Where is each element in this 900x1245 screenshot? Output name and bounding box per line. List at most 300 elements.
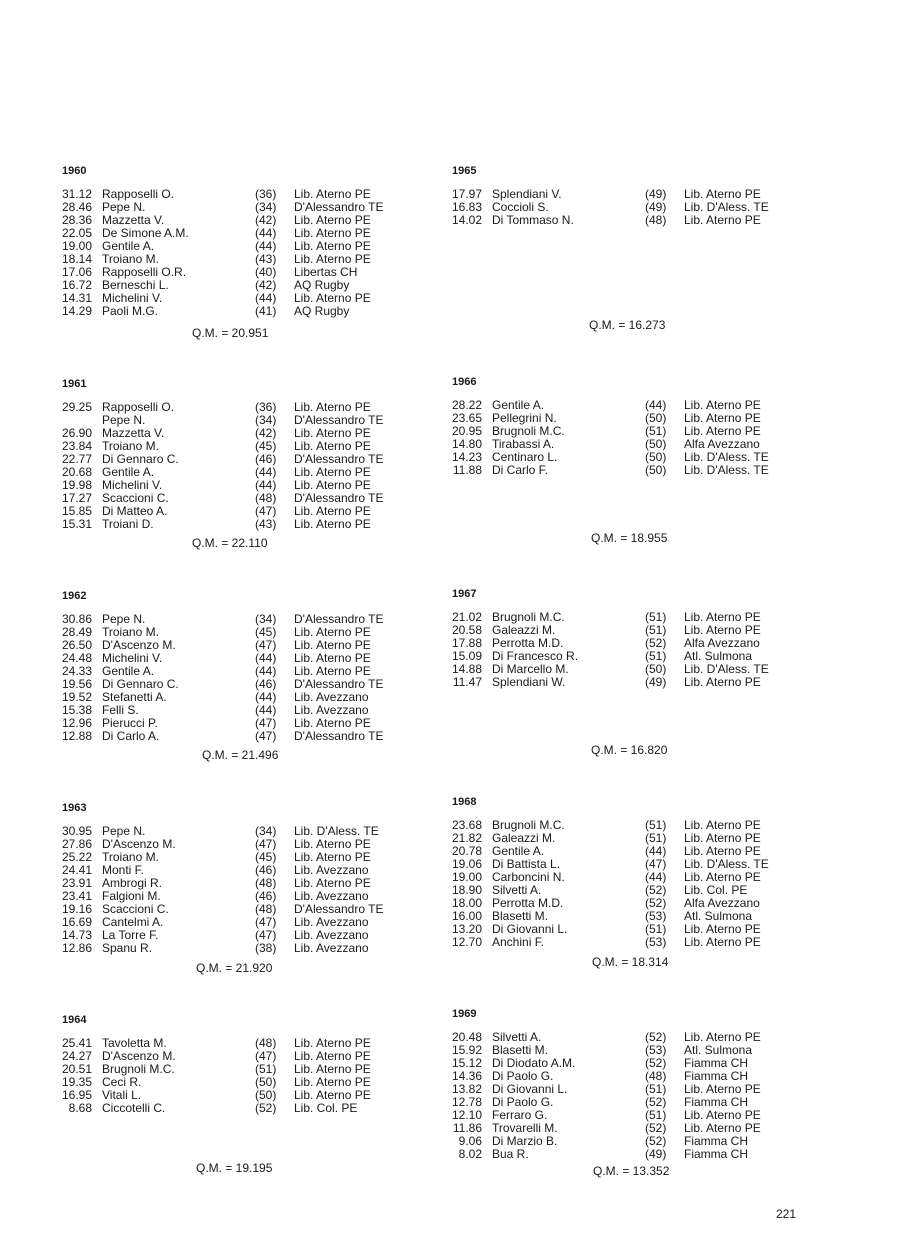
result-club: Lib. Avezzano [294,941,369,955]
result-name: Troiani D. [102,517,154,531]
result-name: Ferraro G. [492,1108,548,1122]
result-name: La Torre F. [102,928,159,942]
result-name: Pierucci P. [102,716,158,730]
result-age: (52) [645,636,667,650]
result-age: (46) [255,452,277,466]
result-age: (43) [255,517,277,531]
result-row [62,305,462,318]
result-name: Ceci R. [102,1075,142,1089]
result-score: 11.86 [452,1121,482,1135]
result-club: Lib. Avezzano [294,863,369,877]
result-name: Di Gennaro C. [102,452,179,466]
result-age: (46) [255,889,277,903]
result-score: 16.69 [62,915,93,929]
result-club: Lib. Col. PE [294,1101,358,1115]
result-age: (50) [645,463,667,477]
result-club: Lib. Aterno PE [294,426,371,440]
qm-average: Q.M. = 21.920 [196,961,273,975]
result-age: (47) [255,837,277,851]
result-age: (44) [255,690,277,704]
result-score: 24.41 [62,863,93,877]
result-club: Lib. Avezzano [294,889,369,903]
result-name: Paoli M.G. [102,304,159,318]
result-club: Lib. Aterno PE [294,478,371,492]
result-score: 20.78 [452,844,483,858]
result-club: Lib. Aterno PE [294,213,371,227]
result-age: (52) [645,1056,667,1070]
result-name: Rapposelli O. [102,400,175,414]
result-age: (49) [645,675,667,689]
result-club: Lib. D'Aless. TE [684,857,769,871]
result-club: Lib. Aterno PE [684,818,761,832]
result-score: 27.86 [62,837,93,851]
result-name: Troiano M. [102,625,159,639]
result-club: Alfa Avezzano [684,437,760,451]
result-age: (53) [645,1043,667,1057]
result-club: Lib. Aterno PE [294,850,371,864]
result-club: Lib. Aterno PE [684,1082,761,1096]
year-section-1961 [62,377,462,550]
result-club: D'Alessandro TE [294,902,384,916]
result-club: Lib. Aterno PE [684,424,761,438]
result-age: (47) [255,1049,277,1063]
result-score: 12.70 [452,935,483,949]
result-score: 28.49 [62,625,93,639]
result-row [452,676,852,689]
year-heading: 1963 [62,802,87,814]
year-section-1969 [452,1007,852,1178]
result-score: 15.12 [452,1056,483,1070]
result-age: (47) [255,504,277,518]
result-age: (52) [645,896,667,910]
result-age: (53) [645,935,667,949]
result-score: 21.02 [452,610,483,624]
year-section-1962 [62,589,462,762]
result-name: Galeazzi M. [492,831,556,845]
result-age: (43) [255,252,277,266]
year-heading: 1961 [62,378,87,390]
result-score: 19.06 [452,857,483,871]
result-club: Alfa Avezzano [684,896,760,910]
result-age: (48) [255,491,277,505]
result-club: Lib. Aterno PE [684,831,761,845]
result-name: Di Marcello M. [492,662,569,676]
result-score: 14.23 [452,450,483,464]
result-age: (44) [645,398,667,412]
result-age: (42) [255,278,277,292]
year-heading: 1965 [452,165,477,177]
result-row [62,518,462,531]
result-club: Fiamma CH [684,1095,749,1109]
result-age: (51) [645,1082,667,1096]
result-name: Di Gennaro C. [102,677,179,691]
year-section-1967 [452,587,852,757]
result-score: 12.86 [62,941,93,955]
result-age: (48) [645,1069,667,1083]
result-age: (44) [255,478,277,492]
result-name: Di Tommaso N. [492,213,574,227]
result-age: (46) [255,863,277,877]
result-score: 28.36 [62,213,93,227]
result-club: Lib. Aterno PE [294,1036,371,1050]
result-name: Scaccioni C. [102,491,169,505]
result-name: Michelini V. [102,651,163,665]
result-club: Lib. Avezzano [294,928,369,942]
result-club: Lib. D'Aless. TE [684,662,769,676]
result-score: 14.80 [452,437,483,451]
result-score: 19.00 [62,239,93,253]
result-score: 29.25 [62,400,93,414]
result-club: Lib. Aterno PE [684,610,761,624]
result-score: 12.78 [452,1095,483,1109]
result-name: Di Giovanni L. [492,922,568,936]
result-name: Splendiani V. [492,187,562,201]
result-age: (36) [255,400,277,414]
result-score: 8.02 [458,1147,482,1161]
result-age: (48) [645,213,667,227]
result-age: (49) [645,200,667,214]
result-age: (44) [255,664,277,678]
result-age: (47) [255,729,277,743]
result-name: Mazzetta V. [102,213,165,227]
result-club: Lib. Aterno PE [684,935,761,949]
result-score: 31.12 [62,187,93,201]
result-score: 16.72 [62,278,93,292]
year-section-1963 [62,801,462,975]
result-club: Alfa Avezzano [684,636,760,650]
result-score: 20.51 [62,1062,93,1076]
result-club: AQ Rugby [294,278,350,292]
result-name: Pellegrini N. [492,411,557,425]
result-score: 19.35 [62,1075,93,1089]
result-score: 26.90 [62,426,93,440]
result-name: De Simone A.M. [102,226,189,240]
result-club: D'Alessandro TE [294,413,384,427]
result-score: 24.27 [62,1049,93,1063]
qm-average: Q.M. = 20.951 [192,326,269,340]
result-score: 8.68 [68,1101,92,1115]
result-age: (52) [255,1101,277,1115]
result-age: (52) [645,1121,667,1135]
result-club: D'Alessandro TE [294,452,384,466]
year-heading: 1969 [452,1008,477,1020]
result-score: 15.92 [452,1043,483,1057]
result-score: 14.36 [452,1069,483,1083]
result-name: D'Ascenzo M. [102,1049,176,1063]
result-age: (51) [645,1108,667,1122]
result-score: 24.33 [62,664,93,678]
result-score: 25.41 [62,1036,93,1050]
result-score: 25.22 [62,850,93,864]
result-age: (50) [645,437,667,451]
result-club: Libertas CH [294,265,358,279]
result-row [452,1148,852,1161]
result-club: Lib. Aterno PE [294,439,371,453]
result-club: D'Alessandro TE [294,612,384,626]
year-section-1960 [62,164,462,340]
page-number: 221 [776,1207,797,1221]
result-score: 23.68 [452,818,483,832]
result-club: Lib. Aterno PE [684,213,761,227]
result-age: (44) [255,226,277,240]
result-name: Pepe N. [102,413,146,427]
result-club: Lib. Aterno PE [684,398,761,412]
result-club: Lib. Avezzano [294,703,369,717]
result-club: Lib. Aterno PE [684,870,761,884]
result-age: (50) [645,662,667,676]
result-score: 14.73 [62,928,93,942]
result-name: Tavoletta M. [102,1036,167,1050]
result-club: Lib. Aterno PE [294,1088,371,1102]
result-name: Di Giovanni L. [492,1082,568,1096]
result-score: 13.82 [452,1082,483,1096]
result-club: Lib. Aterno PE [684,623,761,637]
result-name: Vitali L. [102,1088,142,1102]
result-name: Splendiani W. [492,675,566,689]
result-name: Di Paolo G. [492,1095,554,1109]
result-score: 12.10 [452,1108,483,1122]
result-score: 19.52 [62,690,93,704]
result-name: D'Ascenzo M. [102,837,176,851]
result-row [62,1102,462,1115]
result-age: (51) [645,649,667,663]
result-age: (34) [255,413,277,427]
result-age: (52) [645,1134,667,1148]
result-age: (50) [645,450,667,464]
result-age: (47) [255,928,277,942]
result-score: 15.38 [62,703,93,717]
result-name: Di Francesco R. [492,649,579,663]
result-age: (34) [255,200,277,214]
result-club: Lib. Aterno PE [684,187,761,201]
result-age: (40) [255,265,277,279]
result-age: (44) [255,703,277,717]
result-score: 11.47 [452,675,482,689]
result-score: 16.95 [62,1088,93,1102]
qm-average: Q.M. = 16.820 [591,743,668,757]
result-club: Lib. Aterno PE [294,638,371,652]
result-club: Atl. Sulmona [684,649,753,663]
result-club: D'Alessandro TE [294,200,384,214]
result-age: (47) [255,915,277,929]
result-name: Troiano M. [102,850,159,864]
result-age: (53) [645,909,667,923]
result-age: (51) [645,831,667,845]
result-age: (34) [255,612,277,626]
result-club: Lib. Aterno PE [294,400,371,414]
result-age: (47) [645,857,667,871]
result-row [62,942,462,955]
result-score: 15.85 [62,504,93,518]
result-age: (45) [255,850,277,864]
result-club: Lib. Aterno PE [294,239,371,253]
result-name: Ambrogi R. [102,876,163,890]
result-club: Atl. Sulmona [684,1043,753,1057]
result-club: AQ Rugby [294,304,350,318]
result-score: 14.88 [452,662,483,676]
result-name: Anchini F. [492,935,545,949]
result-name: Troiano M. [102,439,159,453]
result-age: (45) [255,625,277,639]
result-club: Atl. Sulmona [684,909,753,923]
result-age: (38) [255,941,277,955]
result-score: 23.65 [452,411,483,425]
result-club: D'Alessandro TE [294,677,384,691]
result-score: 17.97 [452,187,483,201]
result-score: 19.56 [62,677,93,691]
result-age: (51) [645,922,667,936]
result-name: Brugnoli M.C. [102,1062,175,1076]
result-club: Lib. Aterno PE [294,1062,371,1076]
result-club: Lib. Aterno PE [684,922,761,936]
result-score: 14.29 [62,304,93,318]
result-name: Brugnoli M.C. [492,610,565,624]
result-age: (52) [645,883,667,897]
result-age: (47) [255,638,277,652]
result-score: 14.02 [452,213,483,227]
year-section-1966 [452,375,852,545]
year-heading: 1964 [62,1014,87,1026]
result-club: Lib. Aterno PE [684,844,761,858]
result-name: Gentile A. [492,844,545,858]
year-section-1968 [452,795,852,969]
result-age: (47) [255,716,277,730]
result-name: Silvetti A. [492,1030,542,1044]
result-score: 28.46 [62,200,93,214]
result-name: Gentile A. [102,239,155,253]
result-name: Cantelmi A. [102,915,164,929]
result-score: 23.41 [62,889,93,903]
result-name: Di Diodato A.M. [492,1056,576,1070]
result-name: Brugnoli M.C. [492,818,565,832]
result-club: Lib. Avezzano [294,690,369,704]
result-name: Stefanetti A. [102,690,167,704]
result-club: Lib. Aterno PE [294,187,371,201]
year-section-1965 [452,164,852,332]
result-age: (45) [255,439,277,453]
result-age: (50) [255,1075,277,1089]
result-score: 16.83 [452,200,483,214]
result-name: Felli S. [102,703,139,717]
qm-average: Q.M. = 16.273 [589,318,666,332]
result-name: Michelini V. [102,291,163,305]
result-age: (50) [255,1088,277,1102]
result-score: 11.88 [452,463,482,477]
result-club: Lib. Aterno PE [294,1049,371,1063]
result-name: Di Marzio B. [492,1134,558,1148]
result-name: Gentile A. [102,465,155,479]
result-name: Pepe N. [102,824,146,838]
result-club: Fiamma CH [684,1147,749,1161]
result-club: Fiamma CH [684,1069,749,1083]
result-name: Brugnoli M.C. [492,424,565,438]
result-club: Lib. Aterno PE [294,837,371,851]
result-age: (34) [255,824,277,838]
year-heading: 1960 [62,165,87,177]
result-name: Di Matteo A. [102,504,168,518]
result-club: Lib. Aterno PE [684,1030,761,1044]
result-club: Lib. Aterno PE [294,876,371,890]
result-score: 17.27 [62,491,93,505]
result-score: 20.48 [452,1030,483,1044]
result-name: Di Paolo G. [492,1069,554,1083]
result-score: 21.82 [452,831,483,845]
result-age: (51) [645,424,667,438]
result-club: Lib. Aterno PE [684,675,761,689]
result-name: Galeazzi M. [492,623,556,637]
result-name: Blasetti M. [492,1043,549,1057]
result-name: Pepe N. [102,200,146,214]
year-heading: 1967 [452,588,477,600]
result-name: Di Carlo F. [492,463,549,477]
result-row [452,464,852,477]
result-score: 17.06 [62,265,93,279]
result-name: Carboncini N. [492,870,565,884]
result-club: Lib. Aterno PE [294,664,371,678]
result-name: Silvetti A. [492,883,542,897]
result-club: Lib. Aterno PE [294,504,371,518]
result-name: Centinaro L. [492,450,558,464]
result-score: 18.90 [452,883,483,897]
result-score: 22.05 [62,226,93,240]
result-score: 28.22 [452,398,483,412]
qm-average: Q.M. = 22.110 [192,536,268,550]
result-age: (51) [645,818,667,832]
result-age: (44) [255,291,277,305]
result-club: Lib. Aterno PE [294,465,371,479]
result-name: Bua R. [492,1147,529,1161]
result-score: 26.50 [62,638,93,652]
result-name: Gentile A. [492,398,545,412]
result-age: (51) [645,610,667,624]
result-club: Lib. Aterno PE [684,1108,761,1122]
result-name: Falgioni M. [102,889,161,903]
result-score: 19.98 [62,478,93,492]
qm-average: Q.M. = 19.195 [196,1161,273,1175]
result-score: 20.58 [452,623,483,637]
result-age: (44) [255,651,277,665]
result-name: Trovarelli M. [492,1121,558,1135]
result-club: Lib. D'Aless. TE [294,824,379,838]
result-score: 20.95 [452,424,483,438]
result-club: Lib. Aterno PE [294,252,371,266]
result-name: Mazzetta V. [102,426,165,440]
result-score: 17.88 [452,636,483,650]
result-club: Lib. Aterno PE [294,517,371,531]
result-name: Coccioli S. [492,200,549,214]
result-name: Rapposelli O. [102,187,175,201]
result-club: Fiamma CH [684,1134,749,1148]
result-club: Lib. Col. PE [684,883,748,897]
result-club: Lib. D'Aless. TE [684,463,769,477]
result-club: D'Alessandro TE [294,491,384,505]
result-age: (42) [255,213,277,227]
result-name: Monti F. [102,863,145,877]
result-name: Di Carlo A. [102,729,160,743]
result-score: 30.86 [62,612,93,626]
result-club: Lib. Aterno PE [294,625,371,639]
result-club: Lib. Aterno PE [294,291,371,305]
result-score: 19.00 [452,870,483,884]
result-row [452,936,852,949]
result-score: 18.00 [452,896,483,910]
result-club: Lib. Aterno PE [684,1121,761,1135]
result-score: 18.14 [62,252,93,266]
year-heading: 1968 [452,796,477,808]
result-age: (44) [255,465,277,479]
result-name: Di Battista L. [492,857,561,871]
result-age: (41) [255,304,277,318]
